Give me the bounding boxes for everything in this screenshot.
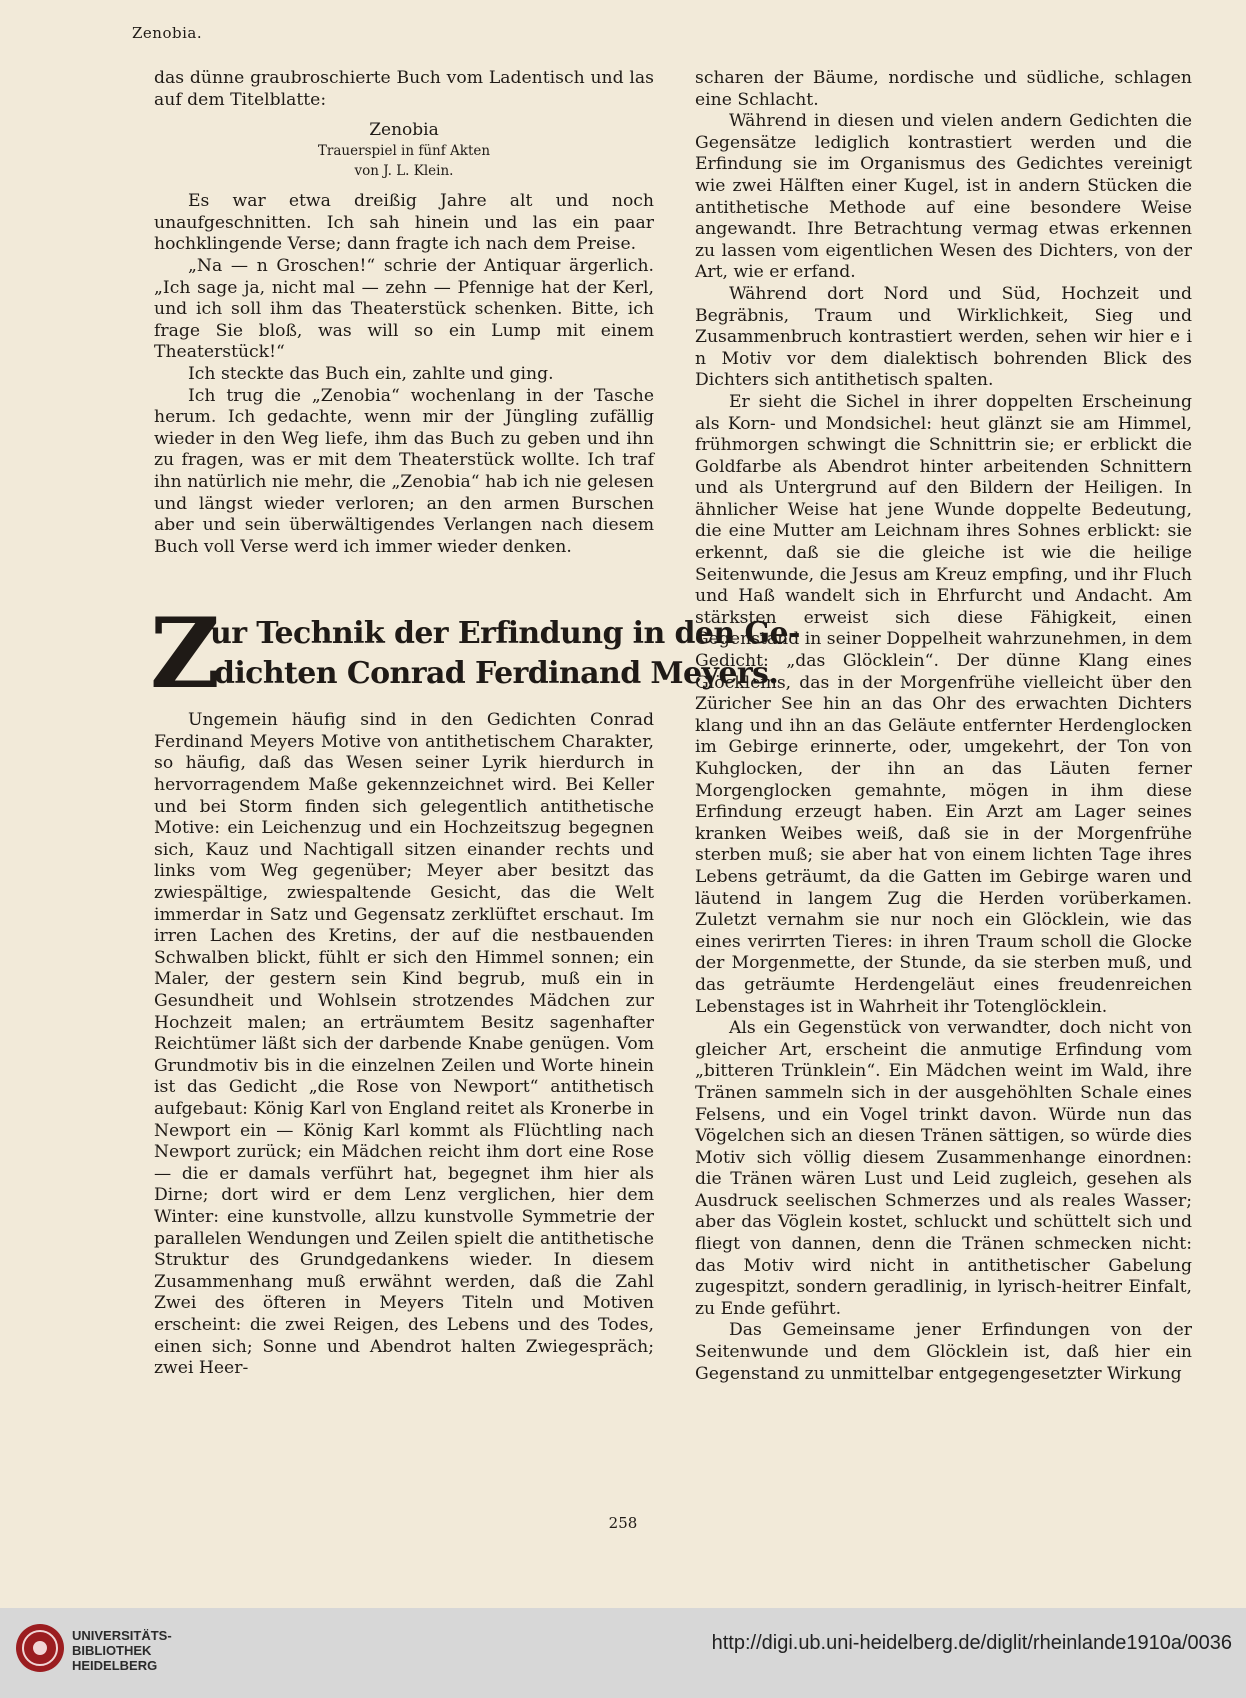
source-url-link[interactable]: http://digi.ub.uni-heidelberg.de/diglit/rheinlande1910a/0036 [711,1632,1232,1654]
paragraph: Als ein Gegenstück von verwandter, doch nicht von gleicher Art, erscheint die anmutige Erfindung vom „bitteren Trünklein“. Ein Mädchen weint im Wald, ihre Tränen sammeln sich in der ausgehöhlten Schale eines Felsens, und ein Vogel trinkt davon. Würde nun das Vögelchen sich an diesen Tränen sättigen, so würde dies Motiv sich völlig diesem Zusammenhange einordnen: die Tränen wären Lust und Leid zugleich, gesehen als Ausdruck seelischen Schmerzes und als reales Wasser; aber das Vöglein kostet, schluckt und schüttelt sich und fliegt von dannen, denn die Tränen schmecken nicht: das Motiv wird nicht in antithetischer Gabelung zugespitzt, sondern geradlinig, in lyrisch-heitrer Einfalt, zu Ende geführt. [695,1018,1192,1319]
left-column [150,68,800,1380]
paragraph: Es war etwa dreißig Jahre alt und noch unaufgeschnitten. Ich sah hinein und las ein paar hochklingende Verse; dann fragte ich nach dem Preise. [154,191,654,255]
paragraph: Er sieht die Sichel in ihrer doppelten Erscheinung als Korn- und Mondsichel: heut glänzt sie am Himmel, frühmorgen schwingt die Schnittrin sie; er erblickt die Goldfarbe als Abendrot hinter arbeitenden Schnittern und als Untergrund auf den Bildern der Heiligen. In ähnlicher Weise hat jene Wunde doppelte Bedeutung, die eine Mutter am Leichnam ihres Sohnes erblickt: sie erkennt, daß sie die gleiche ist wie die heilige Seitenwunde, die Jesus am Kreuz empfing, und ihr Fluch und Haß wandelt sich in Ehrfurcht und Andacht. Am stärksten erweist sich diese Fähigkeit, einen Gegenstand in seiner Doppelheit wahrzunehmen, in dem Gedicht: „das Glöcklein“. Der dünne Klang eines Glöckleins, das in der Morgenfrühe vielleicht über den Züricher See hin an das Ohr des erwachten Dichters klang und ihn an das Geläute entfernter Herdenglocken im Gebirge erinnerte, oder, umgekehrt, der Ton von Kuhglocken, der ihn an das Läuten ferner Morgenglocken gemahnte, mögen in ihm diese Erfindung erzeugt haben. Ein Arzt am Lager seines kranken Weibes weiß, daß sie in der Morgenfrühe sterben muß; sie aber hat von einem lichten Tage ihres Lebens geträumt, da die Gatten im Gebirge waren und läutend in langem Zug die Herden vorüberkamen. Zuletzt vernahm sie nur noch ein Glöcklein, wie das eines verirrten Tieres: in ihren Traum scholl die Glocke der Morgenmette, der Stunde, da sie sterben muß, und das geträumte Herdengeläut eines freudenreichen Lebenstages ist in Wahrheit ihr Totenglöcklein. [695,391,1192,1017]
play-author: von J. L. Klein. [354,163,454,180]
institution-line: BIBLIOTHEK [72,1643,152,1658]
heading-line-1: ur Technik der Erfindung in den Ge- [210,616,800,652]
paragraph: Das Gemeinsame jener Erfindungen von der Seitenwunde und dem Glöcklein ist, daß hier ein Gegenstand zu unmittelbar entgegengesetzter Wirkung [695,1320,1192,1384]
right-column [695,68,1192,1385]
drop-cap: Z [150,597,221,711]
intro-paragraph: das dünne graubroschierte Buch vom Ladentisch und las auf dem Titelblatte: [154,68,654,110]
institution-name [72,1628,172,1673]
paragraph: Ich steckte das Buch ein, zahlte und ging. [188,363,554,384]
heading-line-2: dichten Conrad Ferdinand Meyers. [214,656,779,692]
page-number: 258 [608,1514,638,1532]
play-title: Zenobia [369,120,439,141]
paragraph: scharen der Bäume, nordische und südliche, schlagen eine Schlacht. [695,68,1192,110]
article-paragraph: Ungemein häufig sind in den Gedichten Conrad Ferdinand Meyers Motive von antithetischem Charakter, so häufig, daß das Wesen seiner Lyrik hierdurch in hervorragendem Maße gekennzeichnet wird. Bei Keller und bei Storm finden sich gelegentlich antithetische Motive: ein Leichenzug und ein Hochzeitszug begegnen sich, Kauz und Nachtigall sitzen einander rechts und links vom Weg gegenüber; Meyer aber besitzt das zwiespältige, zwiespaltende Gesicht, das die Welt immerdar in Satz und Gegensatz zerklüftet erschaut. Im irren Lachen des Kretins, der auf die nestbauenden Schwalben blickt, fühlt er sich den Himmel sonnen; ein Maler, der gestern sein Kind begrub, muß ein in Gesundheit und Wohlsein strotzendes Mädchen zur Hochzeit malen; an erträumtem Besitz sagenhafter Reichtümer läßt sich der darbende Knabe genügen. Vom Grundmotiv bis in die einzelnen Zeilen und Worte hinein ist das Gedicht „die Rose von Newport“ antithetisch aufgebaut: König Karl von England reitet als Kronerbe in Newport ein — König Karl kommt als Flüchtling nach Newport zurück; ein Mädchen reicht ihm dort eine Rose — die er damals verführt hat, begegnet ihm hier als Dirne; dort wird er dem Lenz verglichen, hier dem Winter: eine kunstvolle, allzu kunstvolle Symmetrie der parallelen Wendungen und Zeilen spielt die antithetische Struktur des Grundgedankens wieder. In diesem Zusammenhang muß erwähnt werden, daß die Zahl Zwei des öfteren in Meyers Titeln und Motiven erscheint: die zwei Reigen, des Lebens und des Todes, einen sich; Sonne und Abendrot halten Zwiegespräch; zwei Heer- [154,710,654,1379]
university-seal-icon [14,1622,66,1674]
institution-line: UNIVERSITÄTS- [72,1628,172,1643]
paragraph: Während in diesen und vielen andern Gedichten die Gegensätze lediglich kontrastiert werden und die Erfindung sie im Organismus des Gedichtes vereinigt wie zwei Hälften einer Kugel, ist in andern Stücken die antithetische Methode auf eine besondere Weise angewandt. Ihre Betrachtung vermag etwas erkennen zu lassen vom eigentlichen Wesen des Dichters, von der Art, wie er erfand. [695,111,1192,283]
paragraph: Ich trug die „Zenobia“ wochenlang in der Tasche herum. Ich gedachte, wenn mir der Jüngling zufällig wieder in den Weg liefe, ihm das Buch zu geben und ihn zu fragen, was er mit dem Theaterstück wollte. Ich traf ihn natürlich nie mehr, die „Zenobia“ hab ich nie gelesen und längst wieder verloren; an den armen Burschen aber und sein überwältigendes Verlangen nach diesem Buch voll Verse werd ich immer wieder denken. [154,385,654,557]
paragraph: Während dort Nord und Süd, Hochzeit und Begräbnis, Traum und Wirklichkeit, Sieg und Zusammenbruch kontrastiert werden, sehen wir hier e i n Motiv vor dem dialektisch bohrenden Blick des Dichters sich antithetisch spalten. [695,283,1192,391]
institution-line: HEIDELBERG [72,1658,158,1673]
article-heading [150,597,800,711]
running-head: Zenobia. [132,24,203,42]
play-title-block [154,119,654,181]
play-subtitle: Trauerspiel in fünf Akten [317,143,491,160]
footer-bar [0,1608,1246,1698]
paragraph: „Na — n Groschen!“ schrie der Antiquar ärgerlich. „Ich sage ja, nicht mal — zehn — Pfennige hat der Kerl, und ich soll ihm das Theaterstück schenken. Bitte, ich frage Sie bloß, was will so ein Lump mit einem Theaterstück!“ [154,255,654,363]
